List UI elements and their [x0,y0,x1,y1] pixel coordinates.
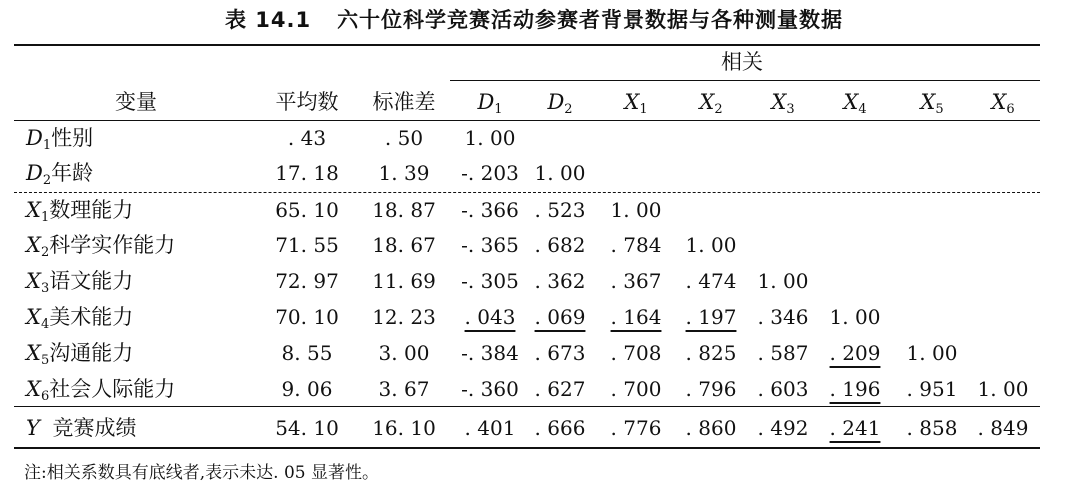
header-col-x5: $X_5$ [920,90,944,117]
cell-correlation: -. 203 [461,161,519,185]
cell-correlation: . 492 [757,416,809,440]
cell-correlation: . 362 [534,269,586,293]
cell-correlation: . 043 [464,305,516,329]
header-col-x2: $X_2$ [699,90,723,117]
row-variable-symbol: X [26,198,41,222]
cell-correlation: . 700 [610,377,662,401]
cell-sd: 3. 00 [378,341,430,365]
row-variable-symbol: X [26,269,41,293]
row-variable-name: 美术能力 [49,305,134,329]
cell-mean: . 43 [287,126,327,150]
row-label: $X_1$数理能力 [26,198,134,225]
cell-correlation: . 849 [977,416,1029,440]
cell-correlation: . 346 [757,305,809,329]
row-variable-symbol: X [26,233,41,257]
cell-correlation: . 951 [906,377,958,401]
header-col-x6: $X_6$ [991,90,1015,117]
row-variable-name: 社会人际能力 [49,377,176,401]
cell-correlation: . 784 [610,233,662,257]
cell-correlation: -. 305 [461,269,519,293]
row-variable-name: 沟通能力 [49,341,134,365]
header-col-x1: $X_1$ [624,90,648,117]
row-label: $D_2$年龄 [26,161,94,188]
row-variable-name: 性别 [51,126,94,150]
cell-correlation: -. 366 [461,198,519,222]
cell-correlation: 1. 00 [685,233,737,257]
cell-correlation: . 401 [464,416,516,440]
header-variable: 变量 [115,90,157,114]
table-note: 注:相关系数具有底线者,表示未达. 05 显著性。 [24,463,379,483]
row-label: $X_4$美术能力 [26,305,134,332]
cell-correlation: . 196 [829,377,881,401]
row-label: $X_2$科学实作能力 [26,233,176,260]
cell-correlation: . 708 [610,341,662,365]
cell-mean: 70. 10 [275,305,339,329]
row-label: $X_6$社会人际能力 [26,377,176,404]
cell-mean: 9. 06 [281,377,333,401]
header-rule [14,120,1040,121]
cell-correlation: 1. 00 [464,126,516,150]
cell-correlation: . 241 [829,416,881,440]
cell-correlation: . 367 [610,269,662,293]
cell-sd: 11. 69 [372,269,436,293]
cell-correlation: . 796 [685,377,737,401]
cell-correlation: . 523 [534,198,586,222]
header-col-x4: $X_4$ [843,90,867,117]
header-sd: 标准差 [372,90,436,114]
cell-sd: . 50 [384,126,424,150]
cell-correlation: . 860 [685,416,737,440]
row-variable-name: 语文能力 [49,269,134,293]
cell-correlation: 1. 00 [977,377,1029,401]
cell-correlation: -. 384 [461,341,519,365]
cell-sd: 18. 67 [372,233,436,257]
group-rule [450,80,1040,81]
row-variable-name: 年龄 [51,161,94,185]
cell-sd: 1. 39 [378,161,430,185]
cell-correlation: . 587 [757,341,809,365]
cell-correlation: . 776 [610,416,662,440]
row-variable-name: 竞赛成绩 [45,416,137,440]
cell-sd: 16. 10 [372,416,436,440]
table-caption [0,4,1068,34]
cell-correlation: 1. 00 [906,341,958,365]
cell-correlation: . 682 [534,233,586,257]
cell-correlation: 1. 00 [534,161,586,185]
cell-mean: 72. 97 [275,269,339,293]
header-mean: 平均数 [275,90,339,114]
table-number: 表 14.1 [224,8,312,32]
cell-correlation: . 603 [757,377,809,401]
dashed-separator [14,192,1040,193]
row-variable-symbol: D [26,126,43,150]
cell-correlation: . 209 [829,341,881,365]
cell-mean: 71. 55 [275,233,339,257]
cell-correlation: . 069 [534,305,586,329]
row-variable-symbol: D [26,161,43,185]
top-rule [14,44,1040,46]
row-label: $D_1$性别 [26,126,94,153]
row-variable-symbol: X [26,305,41,329]
cell-correlation: . 673 [534,341,586,365]
cell-correlation: 1. 00 [829,305,881,329]
cell-correlation: . 197 [685,305,737,329]
bottom-rule [14,447,1040,449]
cell-correlation: . 164 [610,305,662,329]
cell-correlation: 1. 00 [610,198,662,222]
cell-mean: 65. 10 [275,198,339,222]
table-title: 六十位科学竞赛活动参赛者背景数据与各种测量数据 [337,8,844,32]
header-col-d2: $D_2$ [547,90,573,117]
cell-correlation: . 825 [685,341,737,365]
header-group-corr: 相关 [721,50,763,74]
row-variable-symbol: X [26,377,41,401]
row-variable-symbol: X [26,341,41,365]
cell-mean: 17. 18 [275,161,339,185]
row-label [26,416,137,440]
row-variable-name: 科学实作能力 [49,233,176,257]
row-variable-name: 数理能力 [49,198,134,222]
cell-sd: 18. 87 [372,198,436,222]
cell-mean: 54. 10 [275,416,339,440]
row-label: $X_5$沟通能力 [26,341,134,368]
header-col-d1: $D_1$ [477,90,503,117]
cell-correlation: . 666 [534,416,586,440]
cell-correlation: -. 365 [461,233,519,257]
cell-correlation: . 858 [906,416,958,440]
row-label: $X_3$语文能力 [26,269,134,296]
header-col-x3: $X_3$ [771,90,795,117]
cell-mean: 8. 55 [281,341,333,365]
cell-sd: 3. 67 [378,377,430,401]
cell-sd: 12. 23 [372,305,436,329]
cell-correlation: -. 360 [461,377,519,401]
cell-correlation: . 474 [685,269,737,293]
cell-correlation: 1. 00 [757,269,809,293]
row-variable-symbol: Y [26,416,40,440]
cell-correlation: . 627 [534,377,586,401]
